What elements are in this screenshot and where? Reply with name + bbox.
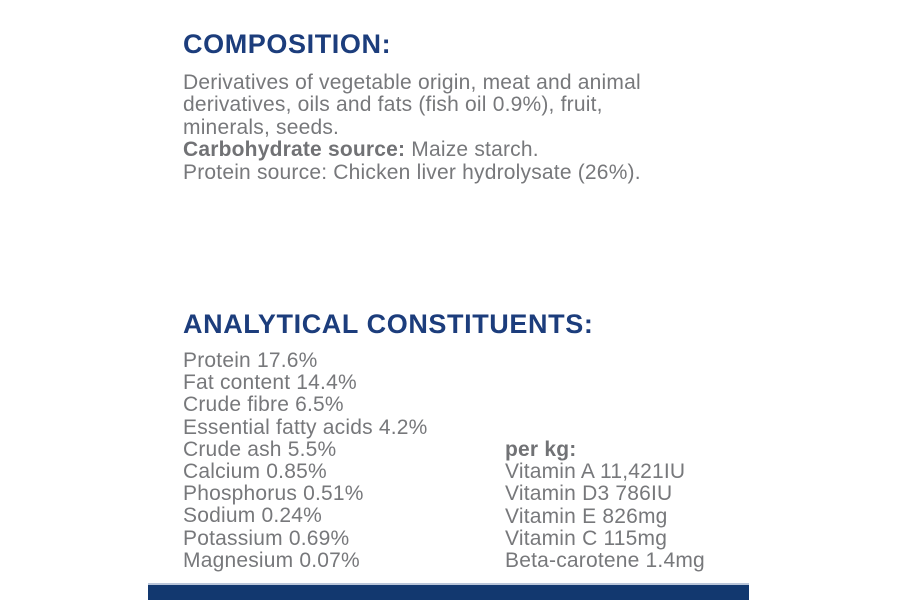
per-kg-line-beta-carotene: Beta-carotene 1.4mg [505, 549, 705, 573]
nutrient-line-phosphorus: Phosphorus 0.51% [183, 482, 364, 506]
nutrient-line-calcium: Calcium 0.85% [183, 460, 327, 484]
nutrient-line-potassium: Potassium 0.69% [183, 526, 350, 550]
composition-heading: COMPOSITION: [183, 29, 392, 59]
composition-line: derivatives, oils and fats (fish oil 0.9%), fruit, [183, 93, 603, 117]
per-kg-line-vitamin-c: Vitamin C 115mg [505, 526, 668, 550]
carbohydrate-source-line [183, 139, 641, 161]
carbohydrate-source-label: Carbohydrate source: [183, 138, 406, 162]
per-kg-line-vitamin-d3: Vitamin D3 786IU [505, 482, 673, 506]
per-kg-line-vitamin-a: Vitamin A 11,421IU [505, 460, 686, 484]
per-kg-line-vitamin-e: Vitamin E 826mg [505, 504, 668, 528]
nutrient-line-essential-fatty-acids: Essential fatty acids 4.2% [183, 415, 428, 439]
carbohydrate-source-value: Maize starch. [411, 138, 539, 162]
per-kg-list [505, 439, 705, 572]
nutrient-list [183, 350, 428, 572]
composition-line: minerals, seeds. [183, 115, 340, 139]
bottom-navy-bar [148, 583, 749, 600]
nutrient-line-sodium: Sodium 0.24% [183, 504, 322, 528]
nutrient-line-protein: Protein 17.6% [183, 349, 318, 372]
nutrient-line-fat: Fat content 14.4% [183, 371, 357, 395]
nutrient-line-magnesium: Magnesium 0.07% [183, 548, 360, 572]
per-kg-heading: per kg: [505, 438, 577, 461]
composition-body [183, 72, 641, 184]
analytical-constituents-heading: ANALYTICAL CONSTITUENTS: [183, 309, 594, 339]
protein-source-line: Protein source: Chicken liver hydrolysate (26%). [183, 160, 641, 184]
nutrient-line-crude-fibre: Crude fibre 6.5% [183, 393, 344, 417]
nutrient-line-crude-ash: Crude ash 5.5% [183, 437, 337, 461]
composition-line: Derivatives of vegetable origin, meat and animal [183, 71, 641, 94]
